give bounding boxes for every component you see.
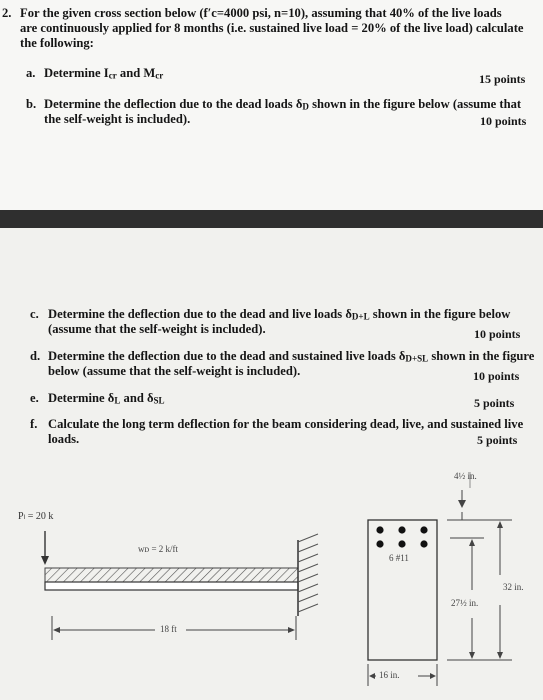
part-f-line-1: Calculate the long term deflection for the beam considering dead, live, and sustained live [48,417,524,431]
part-f-line-2: loads. [48,432,80,446]
question-line-1: For the given cross section below (f′c=4000 psi, n=10), assuming that 40% of the live loads [20,6,502,20]
part-d-line-1: Determine the deflection due to the dead and sustained live loads δD+SL shown in the figure [48,349,535,364]
part-d-marker: d. [30,349,41,363]
part-c-marker: c. [30,307,39,321]
part-c-line-2: (assume that the self-weight is included). [48,322,266,336]
total-depth-label: 32 in. [503,582,524,592]
part-b-points: 10 points [480,114,527,128]
effective-depth-label: 27½ in. [451,598,479,608]
cover-label: 4½ in. [454,471,477,481]
part-c-line-1: Determine the deflection due to the dead and live loads δD+L shown in the figure below [48,307,511,322]
point-load-label: Pₗ = 20 k [18,511,54,522]
distributed-load-label: wᴅ = 2 k/ft [138,544,179,554]
part-a-text: Determine Icr and Mcr [44,66,164,81]
span-label: 18 ft [160,624,177,634]
part-c-points: 10 points [474,327,521,341]
part-b-line-1: Determine the deflection due to the dead loads δD shown in the figure below (assume that [44,97,522,112]
part-b-marker: b. [26,97,37,111]
part-e-text: Determine δL and δSL [48,391,165,406]
fixed-support [298,534,318,616]
width-label: 16 in. [379,670,400,680]
part-d-line-2: below (assume that the self-weight is included). [48,364,301,378]
question-line-3: the following: [20,36,94,50]
part-b-line-2: the self-weight is included). [44,112,191,126]
part-e-points: 5 points [474,396,515,410]
part-d-points: 10 points [473,369,520,383]
part-a-marker: a. [26,66,36,80]
part-f-marker: f. [30,417,38,431]
part-a-points: 15 points [479,72,526,86]
point-load-arrow [41,531,49,565]
part-e-marker: e. [30,391,39,405]
beam [45,582,298,590]
rebar-label: 6 #11 [389,553,409,563]
rebar-group [376,526,427,547]
question-number: 2. [2,6,12,20]
part-f-points: 5 points [477,433,518,447]
distributed-load-strip [45,568,298,582]
question-line-2: are continuously applied for 8 months (i.e. sustained live load = 20% of the live load) calculate [20,21,524,35]
